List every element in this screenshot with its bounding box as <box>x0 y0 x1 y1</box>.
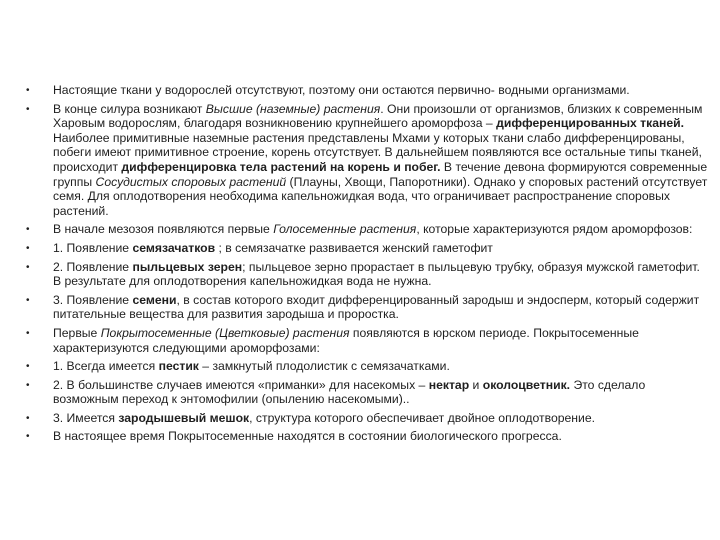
bullet-item <box>20 241 708 256</box>
bold-term: зародышевый мешок <box>118 410 250 425</box>
text-run: Первые <box>53 325 101 340</box>
bullet-dot-icon: • <box>26 361 30 373</box>
bullet-dot-icon: • <box>26 242 30 254</box>
bullet-dot-icon: • <box>26 224 30 236</box>
text-run: (Плауны, Хвощи, Папоротники). Однако у споровых растений отсутствует семя. Для оплодотворения необходима капельножидкая вода, что ограничивает распространение споровых растений. <box>53 174 708 218</box>
text-run: В начале мезозоя появляются первые <box>53 222 274 237</box>
bold-term: пестик <box>158 359 199 374</box>
bullet-item <box>20 222 708 237</box>
text-run: Настоящие ткани у водорослей отсутствуют, поэтому они остаются первично- водными организмами. <box>53 83 630 97</box>
text-run: Это сделало возможным переход к энтомофилии (опылению насекомыми).. <box>53 377 646 407</box>
bullet-dot-icon: • <box>26 379 30 391</box>
italic-term: Высшие (наземные) растения <box>205 101 381 116</box>
bullet-dot-icon: • <box>26 431 30 443</box>
bullet-item <box>20 260 708 289</box>
bullet-dot-icon: • <box>26 85 30 96</box>
italic-term: Покрытосеменные (Цветковые) растения <box>100 325 350 340</box>
bullet-item <box>20 378 708 407</box>
bold-term: дифференцировка тела растений на корень и побег. <box>121 159 441 174</box>
text-run: 2. В большинстве случаев имеются «приманки» для насекомых – <box>53 377 429 392</box>
text-run: , структура которого обеспечивает двойное оплодотворение. <box>249 410 596 425</box>
text-run: 3. Появление <box>53 292 133 307</box>
text-run: В течение девона формируются современные группы <box>53 159 708 189</box>
text-run: 2. Появление <box>53 259 133 274</box>
bullet-item <box>20 359 708 374</box>
italic-term: Голосеменные растения <box>273 222 417 237</box>
text-run: 3. Имеется <box>53 410 119 425</box>
bullet-item <box>20 83 708 98</box>
bullet-dot-icon: • <box>26 294 30 306</box>
bold-term: семени <box>132 292 177 307</box>
text-run: – замкнутый плодолистик с семязачатками. <box>198 359 450 374</box>
bold-term: семязачатков <box>132 240 216 255</box>
text-run: , в состав которого входит дифференцированный зародыш и эндосперм, который содержит питательные вещества для развития зародыша и проростка. <box>53 292 700 322</box>
text-run: В настоящее время Покрытосеменные находятся в состоянии биологического прогресса. <box>53 429 562 444</box>
text-run: . Они произошли от организмов, близких к современным Харовым водорослям, благодаря возникновению крупнейшего ароморфоза – <box>53 101 703 131</box>
bullet-dot-icon: • <box>26 103 30 115</box>
bold-term: пыльцевых зерен <box>132 259 243 274</box>
text-run: ; в семязачатке развивается женский гаметофит <box>215 240 493 255</box>
bullet-item <box>20 293 708 322</box>
text-run: Наиболее примитивные наземные растения представлены Мхами у которых ткани слабо дифференцированы, побеги имеют примитивное строение, корень отсутствует. В дальнейшем появляются все остальные типы тканей, происходит <box>53 130 702 174</box>
text-run: 1. Всегда имеется <box>53 359 159 374</box>
text-run: 1. Появление <box>53 240 133 255</box>
italic-term: Сосудистых споровых растений <box>95 174 287 189</box>
bold-term: дифференцированных тканей. <box>496 116 685 131</box>
text-run: , которые характеризуются рядом ароморфозов: <box>416 222 693 237</box>
text-run: ; пыльцевое зерно прорастает в пыльцевую трубку, образуя мужской гаметофит. В результате для оплодотворения капельножидкая вода не нужна. <box>53 259 700 289</box>
bullet-item <box>20 429 708 444</box>
bullet-list <box>20 83 708 448</box>
bullet-dot-icon: • <box>26 261 30 273</box>
text-run: и <box>469 377 483 392</box>
bullet-item <box>20 326 708 355</box>
bullet-item <box>20 102 708 219</box>
text-run: В конце силура возникают <box>53 101 206 116</box>
bold-term: околоцветник. <box>482 377 571 392</box>
bullet-item <box>20 411 708 426</box>
bold-term: нектар <box>428 377 470 392</box>
text-run: появляются в юрском периоде. Покрытосеменные характеризуются следующими ароморфозами: <box>53 325 639 355</box>
bullet-dot-icon: • <box>26 412 30 424</box>
bullet-dot-icon: • <box>26 327 30 339</box>
